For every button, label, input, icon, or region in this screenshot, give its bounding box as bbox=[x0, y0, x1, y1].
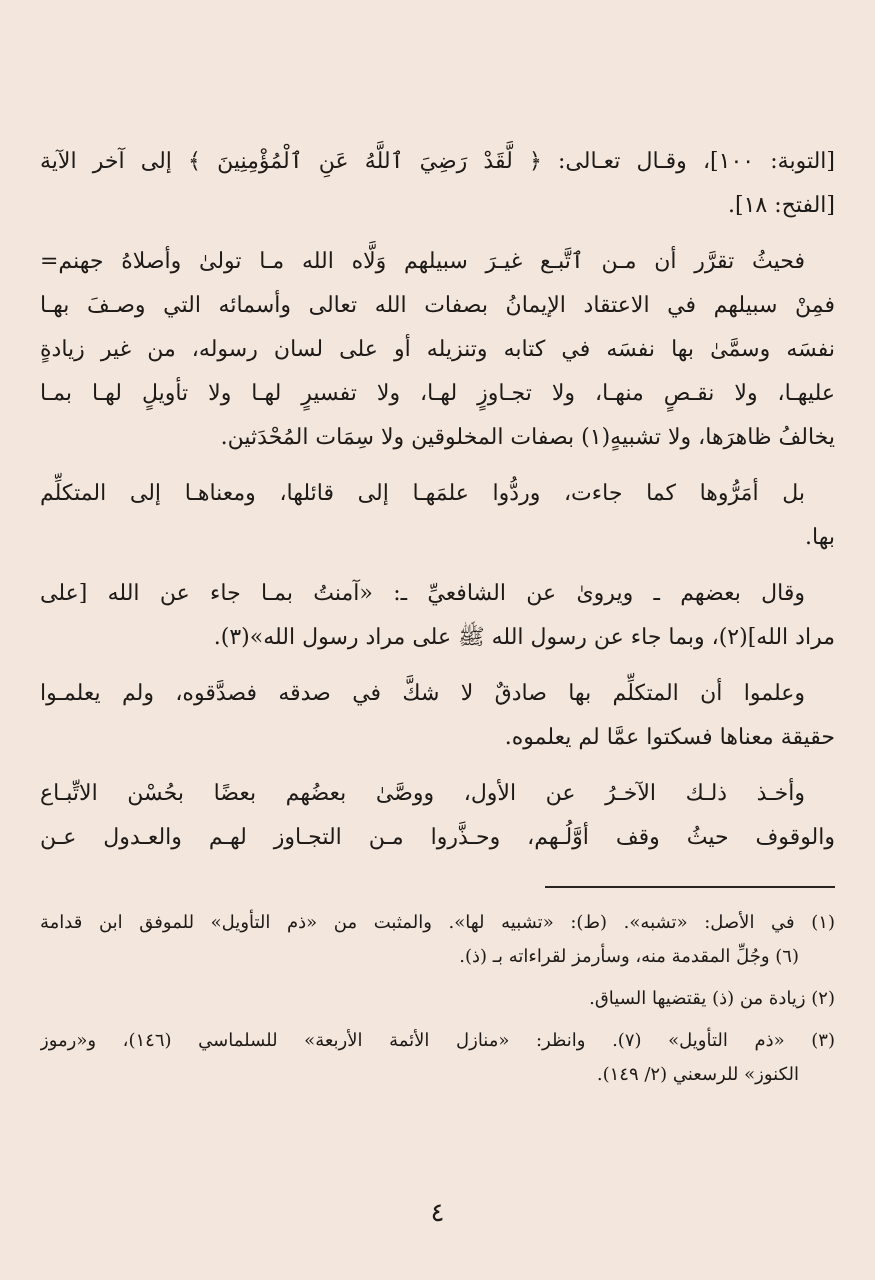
footnote-line: الكنوز» للرسعني (٢/ ١٤٩). bbox=[596, 1064, 799, 1085]
main-text bbox=[40, 140, 835, 860]
text-line: [التوبة: ١٠٠]، وقـال تعـالى: ﴿ لَّقَدْ رَضِيَ ٱللَّهُ عَنِ ٱلْمُؤْمِنِينَ ﴾ إلى آخر الآية bbox=[40, 149, 835, 174]
footnote-line: (٣) «ذم التأويل» (٧). وانظر: «منازل الأئمة الأربعة» للسلماسي (١٤٦)، و«رموز bbox=[40, 1030, 835, 1051]
footnote-line: (٦) وجُلِّ المقدمة منه، وسأرمز لقراءاته بـ (ذ). bbox=[459, 946, 799, 967]
text-line: والوقوف حيثُ وقف أوَّلُـهم، وحـذَّروا مـن التجـاوز لهـم والعـدول عـن bbox=[40, 825, 835, 850]
footnote-line: (٢) زيادة من (ذ) يقتضيها السياق. bbox=[589, 988, 835, 1009]
text-line: بل أمَرُّوها كما جاءت، وردُّوا علمَهـا إلى قائلها، ومعناهـا إلى المتكلِّم bbox=[40, 481, 806, 506]
text-line: فمِنْ سبيلهم في الاعتقاد الإيمانُ بصفات الله تعالى وأسمائه التي وصـفَ بهـا bbox=[40, 293, 835, 318]
text-line: وقال بعضهم ـ ويروىٰ عن الشافعيِّ ـ: «آمنتُ بمـا جاء عن الله [على bbox=[40, 581, 805, 606]
text-line: بها. bbox=[805, 525, 835, 550]
footnote-separator bbox=[545, 886, 835, 888]
text-line: يخالفُ ظاهرَها، ولا تشبيهٍ(١) بصفات المخلوقين ولا سِمَات المُحْدَثين. bbox=[220, 425, 835, 450]
footnote-line: (١) في الأصل: «تشبه». (ط): «تشبيه لها». والمثبت من «ذم التأويل» للموفق ابن قدامة bbox=[40, 912, 835, 933]
text-line: نفسَه وسمَّىٰ بها نفسَه في كتابه وتنزيله أو على لسان رسوله، من غير زيادةٍ bbox=[40, 337, 835, 362]
text-line: عليهـا، ولا نقـصٍ منهـا، ولا تجـاوزٍ لهـا، ولا تفسيرٍ لهـا ولا تأويلٍ لهـا بمـا bbox=[40, 381, 835, 406]
page-number: ٤ bbox=[430, 1198, 445, 1228]
text-line: وعلموا أن المتكلِّم بها صادقٌ لا شكَّ في صدقه فصدَّقوه، ولم يعلمـوا bbox=[40, 681, 805, 706]
footnotes bbox=[40, 906, 835, 1092]
text-line: [الفتح: ١٨]. bbox=[728, 193, 835, 218]
text-line: مراد الله](٢)، وبما جاء عن رسول الله ﷺ على مراد رسول الله»(٣). bbox=[213, 625, 835, 650]
text-line: فحيثُ تقرَّر أن مـن ٱتَّبـع غيـرَ سبيلهم وَلَّاه الله مـا تولىٰ وأصلاهُ جهنم= bbox=[40, 249, 805, 274]
text-line: حقيقة معناها فسكتوا عمَّا لم يعلموه. bbox=[504, 725, 835, 750]
text-line: وأخـذ ذلـك الآخـرُ عن الأول، ووصَّىٰ بعضُهم بعضًا بحُسْن الاتِّبـاع bbox=[40, 781, 805, 806]
